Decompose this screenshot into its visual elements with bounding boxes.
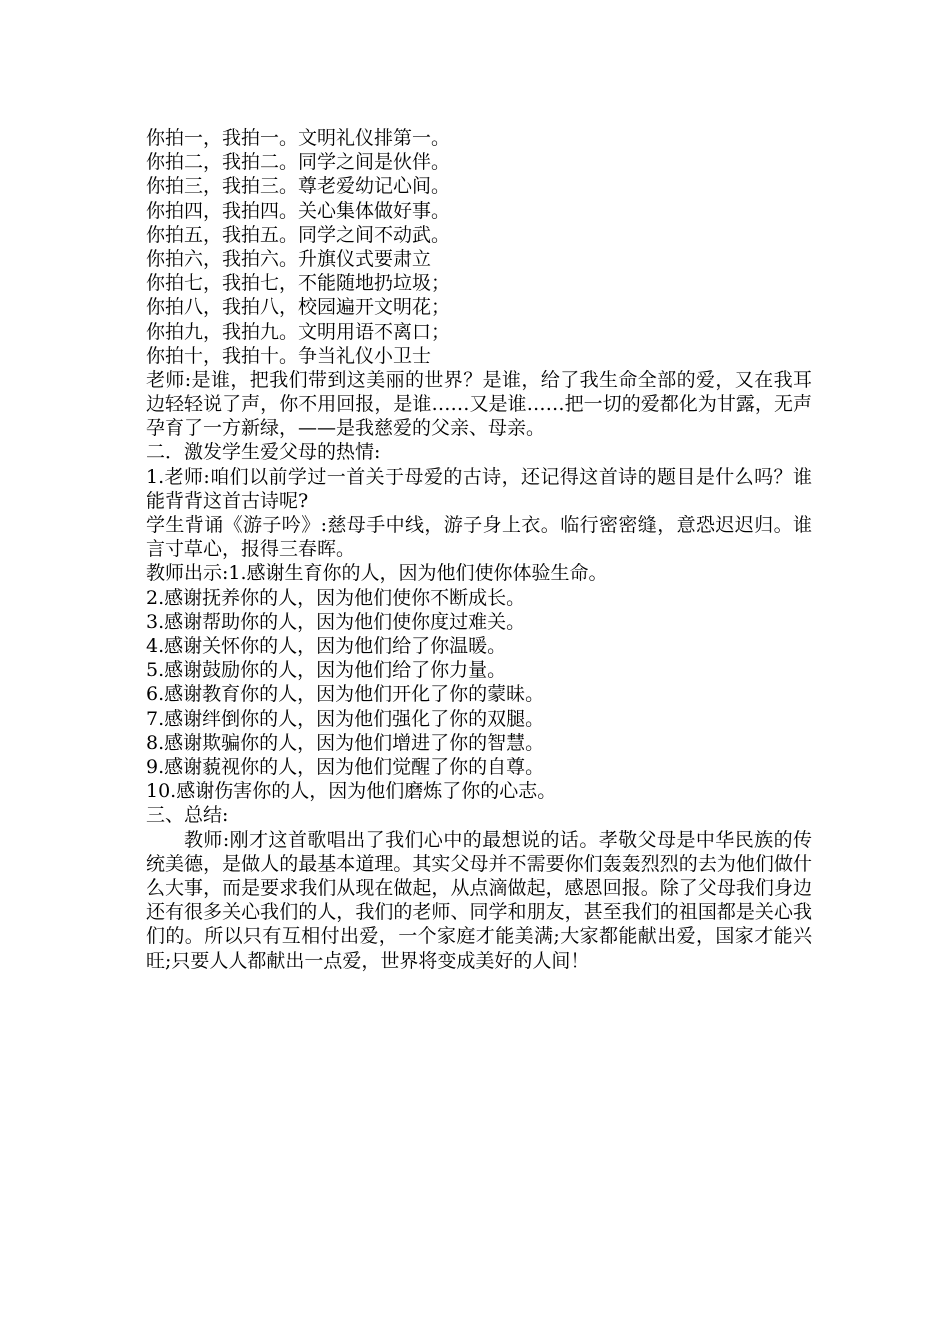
thanks-item-6: 6.感谢教育你的人，因为他们开化了你的蒙昧。 bbox=[146, 683, 545, 706]
thanks-item-8: 8.感谢欺骗你的人，因为他们增进了你的智慧。 bbox=[146, 731, 545, 754]
rhyme-line-6: 你拍六，我拍六。升旗仪式要肃立 bbox=[146, 247, 432, 270]
section-2-heading: 二．激发学生爱父母的热情: bbox=[146, 441, 381, 464]
rhyme-line-10: 你拍十，我拍十。争当礼仪小卫士 bbox=[146, 344, 432, 367]
thanks-item-4: 4.感谢关怀你的人，因为他们给了你温暖。 bbox=[146, 635, 507, 658]
clap-rhyme bbox=[146, 126, 812, 368]
thanks-item-1: 教师出示:1.感谢生育你的人，因为他们使你体验生命。 bbox=[146, 562, 608, 585]
rhyme-line-1: 你拍一，我拍一。文明礼仪排第一。 bbox=[146, 127, 451, 149]
teacher-question-paragraph: 1.老师:咱们以前学过一首关于母爱的古诗，还记得这首诗的题目是什么吗？谁能背背这首古诗呢? bbox=[146, 465, 812, 512]
rhyme-line-2: 你拍二，我拍二。同学之间是伙伴。 bbox=[146, 151, 451, 174]
rhyme-line-4: 你拍四，我拍四。关心集体做好事。 bbox=[146, 199, 451, 222]
recitation-paragraph: 学生背诵《游子吟》:慈母手中线，游子身上衣。临行密密缝，意恐迟迟归。谁言寸草心，报得三春晖。 bbox=[146, 514, 812, 561]
document-page bbox=[146, 126, 812, 973]
rhyme-line-9: 你拍九，我拍九。文明用语不离口； bbox=[146, 320, 451, 343]
thanks-item-7: 7.感谢绊倒你的人，因为他们强化了你的双腿。 bbox=[146, 707, 545, 730]
thanks-item-9: 9.感谢藐视你的人，因为他们觉醒了你的自尊。 bbox=[146, 755, 545, 778]
rhyme-line-3: 你拍三，我拍三。尊老爱幼记心间。 bbox=[146, 175, 451, 198]
rhyme-line-7: 你拍七，我拍七，不能随地扔垃圾； bbox=[146, 272, 451, 295]
summary-paragraph: 教师:刚才这首歌唱出了我们心中的最想说的话。孝敬父母是中华民族的传统美德，是做人的最基本道理。其实父母并不需要你们轰轰烈烈的去为他们做什么大事，而是要求我们从现在做起，从点滴做起，感恩回报。除了父母我们身边还有很多关心我们的人，我们的老师、同学和朋友，甚至我们的祖国都是关心我们的。所以只有互相付出爱，一个家庭才能美满;大家都能献出爱，国家才能兴旺;只要人人都献出一点爱，世界将变成美好的人间！ bbox=[146, 828, 812, 972]
rhyme-line-8: 你拍八，我拍八，校园遍开文明花； bbox=[146, 296, 451, 319]
thanks-item-10: 10.感谢伤害你的人，因为他们磨炼了你的心志。 bbox=[146, 780, 557, 803]
section-3-heading: 三、总结: bbox=[146, 804, 229, 827]
thanks-item-3: 3.感谢帮助你的人，因为他们使你度过难关。 bbox=[146, 610, 526, 633]
thanks-item-5: 5.感谢鼓励你的人，因为他们给了你力量。 bbox=[146, 659, 507, 682]
rhyme-line-5: 你拍五，我拍五。同学之间不动武。 bbox=[146, 223, 451, 246]
thanks-item-2: 2.感谢抚养你的人，因为他们使你不断成长。 bbox=[146, 586, 526, 609]
teacher-intro-paragraph: 老师:是谁，把我们带到这美丽的世界？是谁，给了我生命全部的爱，又在我耳边轻轻说了声，你不用回报，是谁……又是谁……把一切的爱都化为甘露，无声孕育了一方新绿，——是我慈爱的父亲、母亲。 bbox=[146, 368, 812, 440]
thanks-list bbox=[146, 561, 812, 803]
